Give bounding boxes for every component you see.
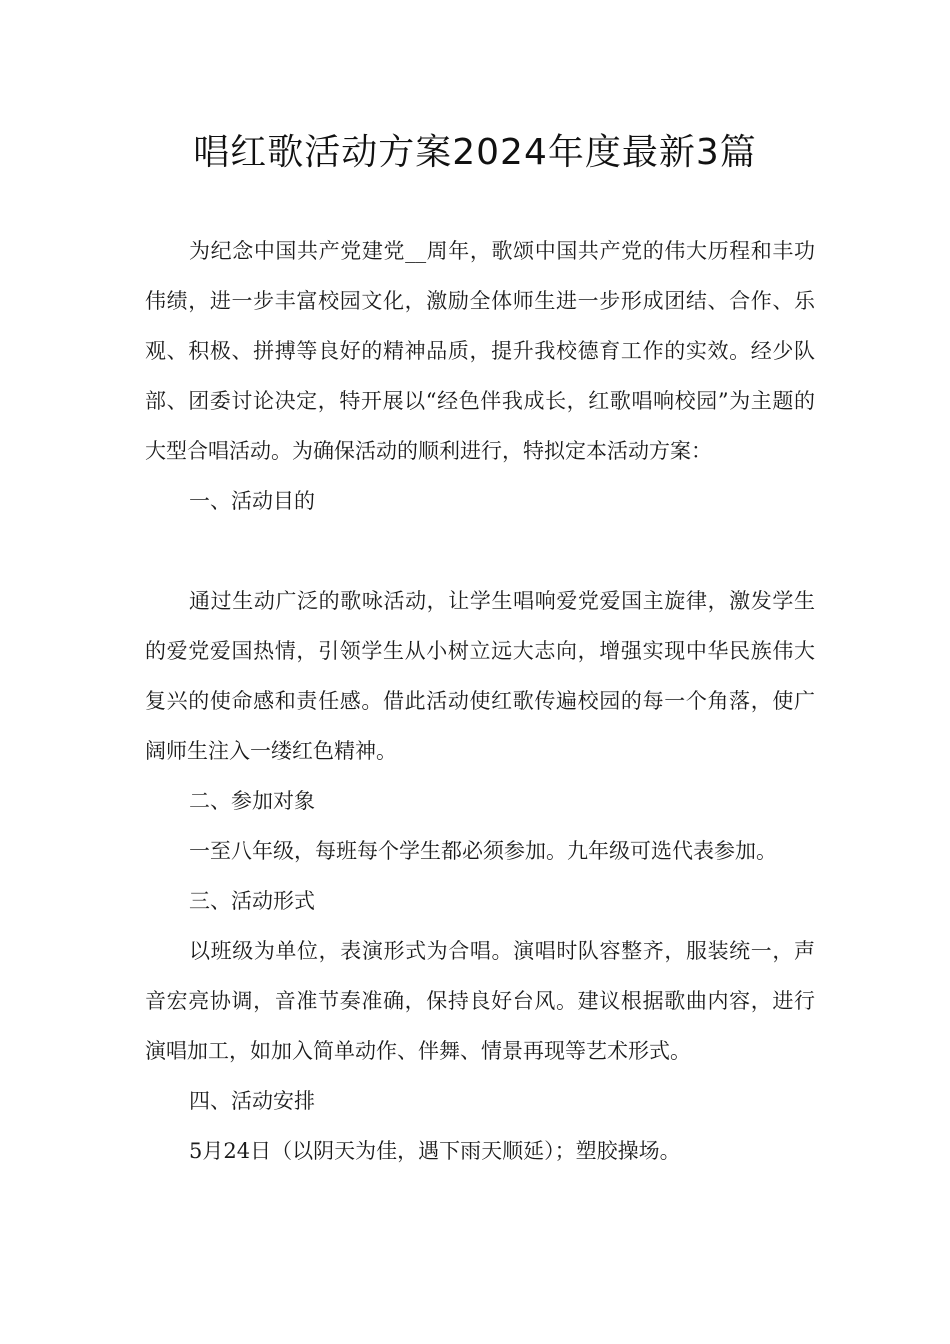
section-heading-format: 三、活动形式 — [189, 889, 315, 913]
intro-paragraph: 为纪念中国共产党建党__周年，歌颂中国共产党的伟大历程和丰功伟绩，进一步丰富校园文化，激励全体师生进一步形成团结、合作、乐观、积极、拼搏等良好的精神品质，提升我校德育工作的实效。经少队部、团委讨论决定，特开展以“经色伴我成长，红歌唱响校园”为主题的大型合唱活动。为确保活动的顺利进行，特拟定本活动方案： — [145, 239, 815, 463]
section-heading-participants: 二、参加对象 — [189, 789, 315, 813]
section-heading-purpose: 一、活动目的 — [189, 489, 315, 513]
participants-paragraph: 一至八年级，每班每个学生都必须参加。九年级可选代表参加。 — [189, 839, 777, 863]
blank-line — [145, 526, 815, 576]
document-title: 唱红歌活动方案2024年度最新3篇 — [193, 132, 757, 173]
schedule-paragraph: 5月24日（以阴天为佳，遇下雨天顺延）；塑胶操场。 — [189, 1139, 681, 1163]
purpose-paragraph: 通过生动广泛的歌咏活动，让学生唱响爱党爱国主旋律，激发学生的爱党爱国热情，引领学生从小树立远大志向，增强实现中华民族伟大复兴的使命感和责任感。借此活动使红歌传遍校园的每一个角落，使广阔师生注入一缕红色精神。 — [145, 589, 815, 763]
document-body — [145, 226, 815, 1176]
section-heading-schedule: 四、活动安排 — [189, 1089, 315, 1113]
format-paragraph: 以班级为单位，表演形式为合唱。演唱时队容整齐，服装统一，声音宏亮协调，音准节奏准确，保持良好台风。建议根据歌曲内容，进行演唱加工，如加入简单动作、伴舞、情景再现等艺术形式。 — [145, 939, 815, 1063]
